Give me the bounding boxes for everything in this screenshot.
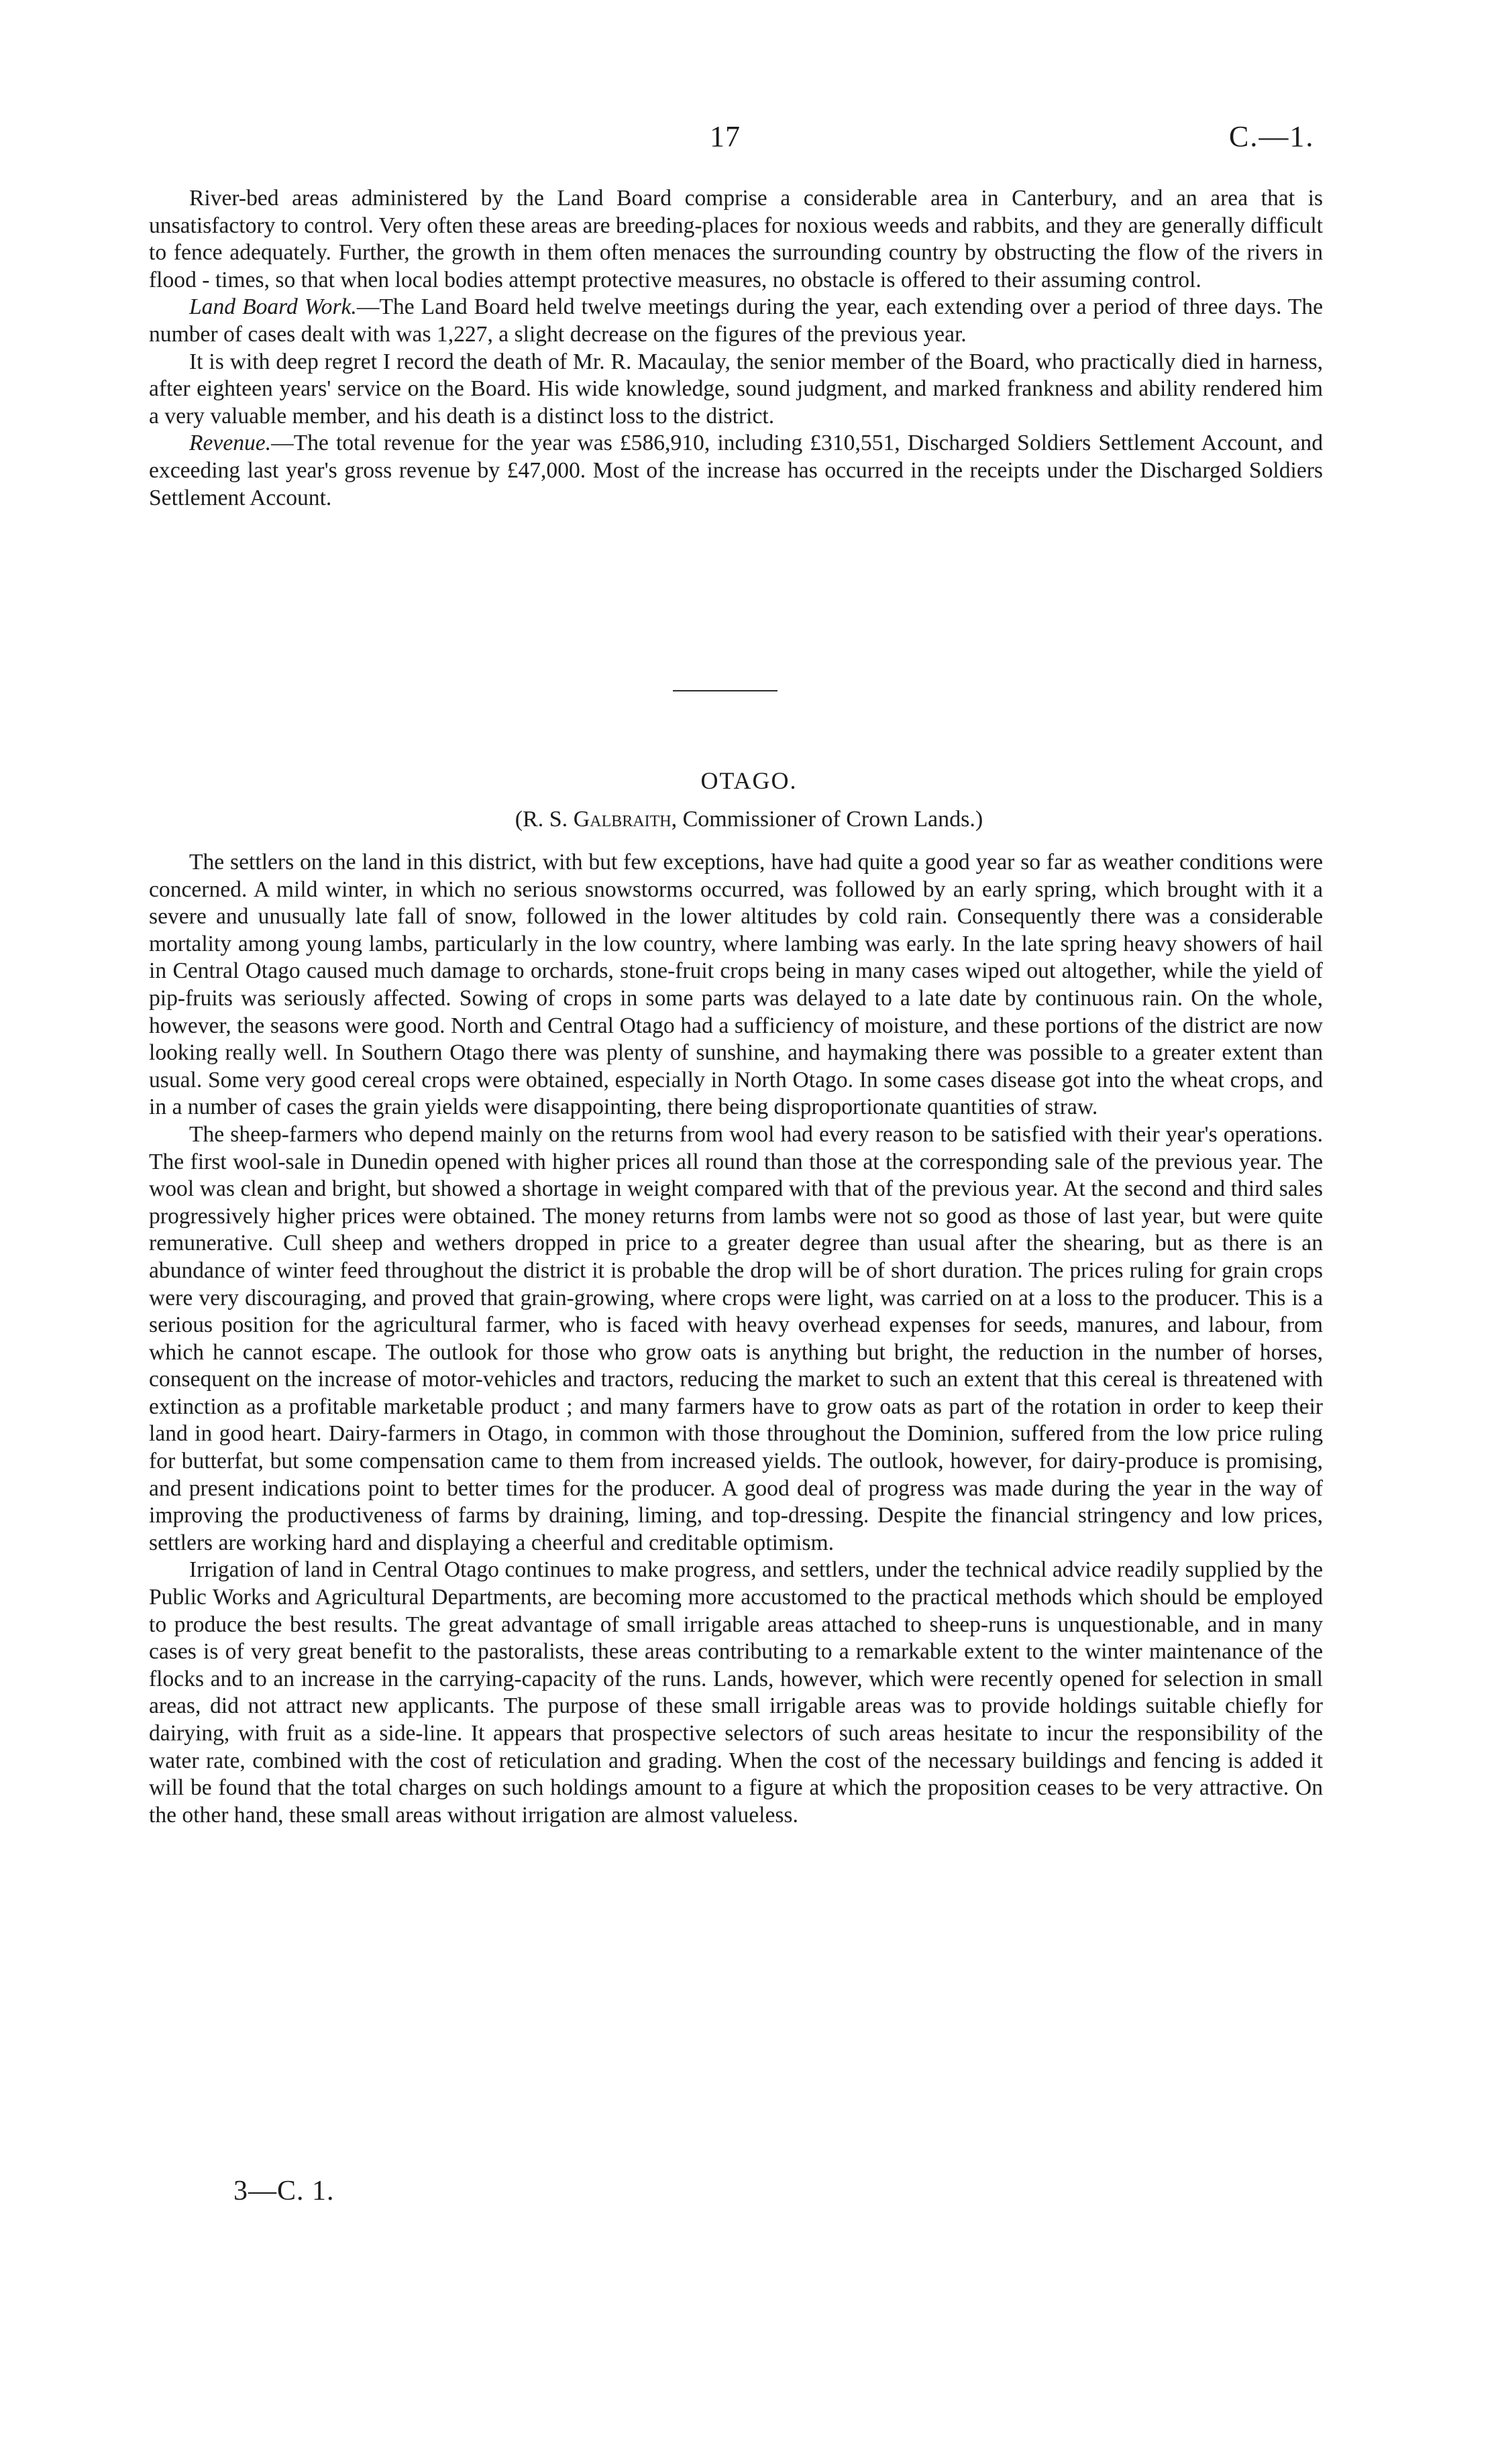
paragraph-irrigation	[149, 1557, 1323, 1829]
paragraph-settlers-year	[149, 849, 1323, 1121]
paragraph-text: —The total revenue for the year was £586,910, including £310,551, Discharged Soldiers Settlement Account, and exceeding last year's gross revenue by £47,000. Most of the increase has occurred in the receipts under the Discharged Soldiers Settlement Account.	[149, 431, 1323, 510]
section-divider	[673, 690, 778, 691]
paragraph-text: The sheep-farmers who depend mainly on the returns from wool had every reason to be satisfied with their year's operations. The first wool-sale in Dunedin opened with higher prices all round than those at the corresponding sale of the previous year. The wool was clean and bright, but showed a shortage in weight compared with that of the previous year. At the second and third sales progressively higher prices were obtained. The money returns from lambs were not so good as those of last year, but were quite remunerative. Cull sheep and wethers dropped in price to a greater degree than usual after the shearing, but as there is an abundance of winter feed throughout the district it is probable the drop will be of short duration. The prices ruling for grain crops were very discouraging, and proved that grain-growing, where crops were light, was carried on at a loss to the producer. This is a serious position for the agricultural farmer, who is faced with heavy overhead expenses for seeds, manures, and labour, from which he cannot escape. The outlook for those who grow oats is anything but bright, the reduction in the number of horses, consequent on the increase of motor-vehicles and tractors, reducing the market to such an extent that this cereal is threatened with extinction as a profitable marketable product ; and many farmers have to grow oats as part of the rotation in order to keep their land in good heart. Dairy-farmers in Otago, in common with those throughout the Dominion, suffered from the low price ruling for butterfat, but some compensation came to them from increased yields. The outlook, however, for dairy-produce is promising, and present indications point to better times for the producer. A good deal of progress was made during the year in the way of improving the productiveness of farms by draining, liming, and top-dressing. Despite the financial stringency and low prices, settlers are working hard and displaying a cheerful and creditable optimism.	[149, 1121, 1323, 1555]
section-heading-otago: OTAGO.	[700, 767, 798, 794]
paragraph-land-board-work	[149, 294, 1323, 348]
run-in-heading: Revenue.	[189, 431, 272, 456]
byline-rest: , Commissioner of Crown Lands.)	[671, 807, 983, 832]
run-in-heading: Land Board Work.	[189, 294, 357, 320]
paragraph-text: The settlers on the land in this district, with but few exceptions, have had quite a good year so far as weather conditions were concerned. A mild winter, in which no serious snowstorms occurred, was followed by an early spring, which brought with it a severe and unusually late fall of snow, followed in the lower altitudes by cold rain. Consequently there was a considerable mortality among young lambs, particularly in the low country, where lambing was early. In the late spring heavy showers of hail in Central Otago caused much damage to orchards, stone-fruit crops being in many cases wiped out altogether, while the yield of pip-fruits was seriously affected. Sowing of crops in some parts was delayed to a late date by continuous rain. On the whole, however, the seasons were good. North and Central Otago had a sufficiency of moisture, and these portions of the district are now looking really well. In Southern Otago there was plenty of sunshine, and haymaking there was possible to a greater extent than usual. Some very good cereal crops were obtained, especially in North Otago. In some cases disease got into the wheat crops, and in a number of cases the grain yields were disappointing, there being disproportionate quantities of straw.	[149, 850, 1323, 1120]
byline-open: (R. S.	[515, 807, 574, 832]
section-byline	[0, 807, 1498, 832]
page-header	[0, 119, 1498, 160]
paragraph-text: —The Land Board held twelve meetings during the year, each extending over a period of three days. The number of cases dealt with was 1,227, a slight decrease on the figures of the previous year.	[149, 294, 1323, 347]
paragraph-text: River-bed areas administered by the Land Board comprise a considerable area in Canterbury, and an area that is unsatisfactory to control. Very often these areas are breeding-places for noxious weeds and rabbits, and they are generally difficult to fence adequately. Further, the growth in them often menaces the surrounding country by obstructing the flow of the rivers in flood - times, so that when local bodies attempt protective measures, no obstacle is offered to their assuming control.	[149, 186, 1323, 292]
paragraph-sheep-farmers	[149, 1121, 1323, 1557]
byline-name: Galbraith	[573, 807, 672, 832]
signature-mark: 3—C. 1.	[233, 2176, 335, 2206]
page-number: 17	[710, 120, 741, 153]
paragraph-revenue	[149, 430, 1323, 512]
paragraph-text: It is with deep regret I record the death of Mr. R. Macaulay, the senior member of the Board, who practically died in harness, after eighteen years' service on the Board. His wide knowledge, sound judgment, and marked frankness and ability rendered him a very valuable member, and his death is a distinct loss to the district.	[149, 349, 1323, 429]
otago-section-body	[149, 849, 1323, 1829]
document-code: C.—1.	[1229, 120, 1315, 153]
canterbury-continuation-section	[149, 185, 1323, 512]
paragraph-river-bed-areas	[149, 185, 1323, 294]
paragraph-obituary	[149, 349, 1323, 431]
paragraph-text: Irrigation of land in Central Otago continues to make progress, and settlers, under the technical advice readily supplied by the Public Works and Agricultural Departments, are becoming more accustomed to the practical methods which should be employed to produce the best results. The great advantage of small irrigable areas attached to sheep-runs is unquestionable, and in many cases is of very great benefit to the pastoralists, these areas contributing to a remarkable extent to the winter maintenance of the flocks and to an increase in the carrying-capacity of the runs. Lands, however, which were recently opened for selection in small areas, did not attract new applicants. The purpose of these small irrigable areas was to provide holdings suitable chiefly for dairying, with fruit as a side-line. It appears that prospective selectors of such areas hesitate to incur the responsibility of the water rate, combined with the cost of reticulation and grading. When the cost of the necessary buildings and fencing is added it will be found that the total charges on such holdings amount to a figure at which the proposition ceases to be very attractive. On the other hand, these small areas without irrigation are almost valueless.	[149, 1557, 1323, 1828]
